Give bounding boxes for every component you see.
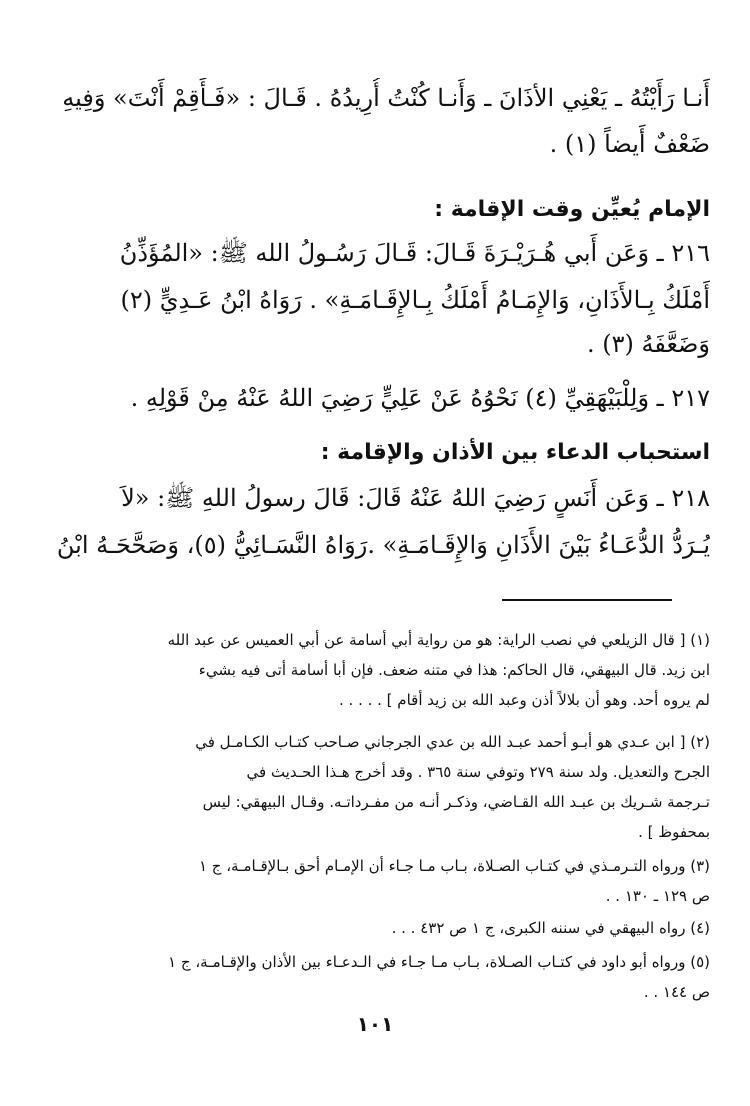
section-heading: الإمام يُعيِّن وقت الإقامة : [434,197,710,222]
footnote-line: ص ١٤٤ . . [643,983,710,1001]
hadith-line: وَضَعَّفَهُ (٣) . [586,330,710,358]
footnote-line: بمحفوظ ] . [638,823,710,841]
footnote-line: الجرح والتعديل. ولد سنة ٢٧٩ وتوفي سنة ٣٦٥ . وقد أخرج هـذا الحـديث في [246,763,710,781]
footnote-line: (١) [ قال الزيلعي في نصب الراية: هو من رواية أبي أسامة عن أبي العميس عن عبد الله [167,631,710,649]
footnote-line: (٥) ورواه أبو داود في كتـاب الصـلاة، بـاب مـا جـاء في الـدعـاء بين الأذان والإقـامـة، ج ١ [168,953,710,971]
footnote-line: لم يروه أحد. وهو أن بلالاً أذن وعبد الله بن زيد أقام ] . . . . . [339,691,710,709]
hadith-line: يُـرَدُّ الدُّعَـاءُ بَيْنَ الأَذَانِ وَالإِقَـامَـةِ» .رَوَاهُ النَّسَـائِيُّ (٥)، وَصَحَّحَـهُ ابْنُ [56,531,710,559]
hadith-line: ٢١٨ ـ وَعَن أَنَسٍ رَضِيَ اللهُ عَنْهُ قَالَ: قَالَ رسولُ اللهِ ﷺ: «لاَ [121,484,710,512]
page-number: ١٠١ [356,1012,394,1036]
hadith-line: أَمْلَكُ بِـالأَذَانِ، وَالإِمَـامُ أَمْلَكُ بِـالإِقَـامَـةِ» . رَوَاهُ ابْنُ عَـدِيٍّ (٢) [120,286,710,314]
hadith-line: ٢١٧ ـ وَلِلْبَيْهَقِيِّ (٤) نَحْوُهُ عَنْ عَلِيٍّ رَضِيَ اللهُ عَنْهُ مِنْ قَوْلِهِ . [130,384,710,412]
body-line: أَنـا رَأَيْتُهُ ـ يَعْنِي الأذَانَ ـ وَأَنـا كُنْتُ أُرِيدُهُ . قَـالَ : «فَـأَقِمْ أَنْتَ» وَفِيهِ [62,84,710,112]
footnote-line: تـرجمة شـريك بن عبـد الله القـاضي، وذكـر أنـه من مفـرداتـه. وقـال البيهقي: ليس [202,793,710,811]
footnote-line: (٣) ورواه التـرمـذي في كتـاب الصـلاة، بـاب مـا جـاء أن الإمـام أحق بـالإقـامـة، ج ١ [198,857,710,875]
footnote-line: (٤) رواه البيهقي في سننه الكبرى، ج ١ ص ٤٣٢ . . . [391,919,710,937]
footnote-line: (٢) [ ابن عـدي هو أبـو أحمد عبـد الله بن عدي الجرجاني صـاحب كتـاب الكـامـل في [195,733,710,751]
section-heading: استحباب الدعاء بين الأذان والإقامة : [320,440,710,465]
body-line: ضَعْفٌ أَيضاً (١) . [549,130,710,158]
footnote-line: ابن زيد. قال البيهقي، قال الحاكم: هذا في متنه ضعف. فإن أبا أسامة أتى فيه بشيء [198,661,710,679]
footnote-line: ص ١٢٩ ـ ١٣٠ . . [605,887,710,905]
hadith-line: ٢١٦ ـ وَعَن أَبي هُـرَيْـرَةَ قَـالَ: قَـالَ رَسُـولُ الله ﷺ: «المُؤَذِّنُ [119,239,710,267]
footnote-separator [502,599,672,601]
